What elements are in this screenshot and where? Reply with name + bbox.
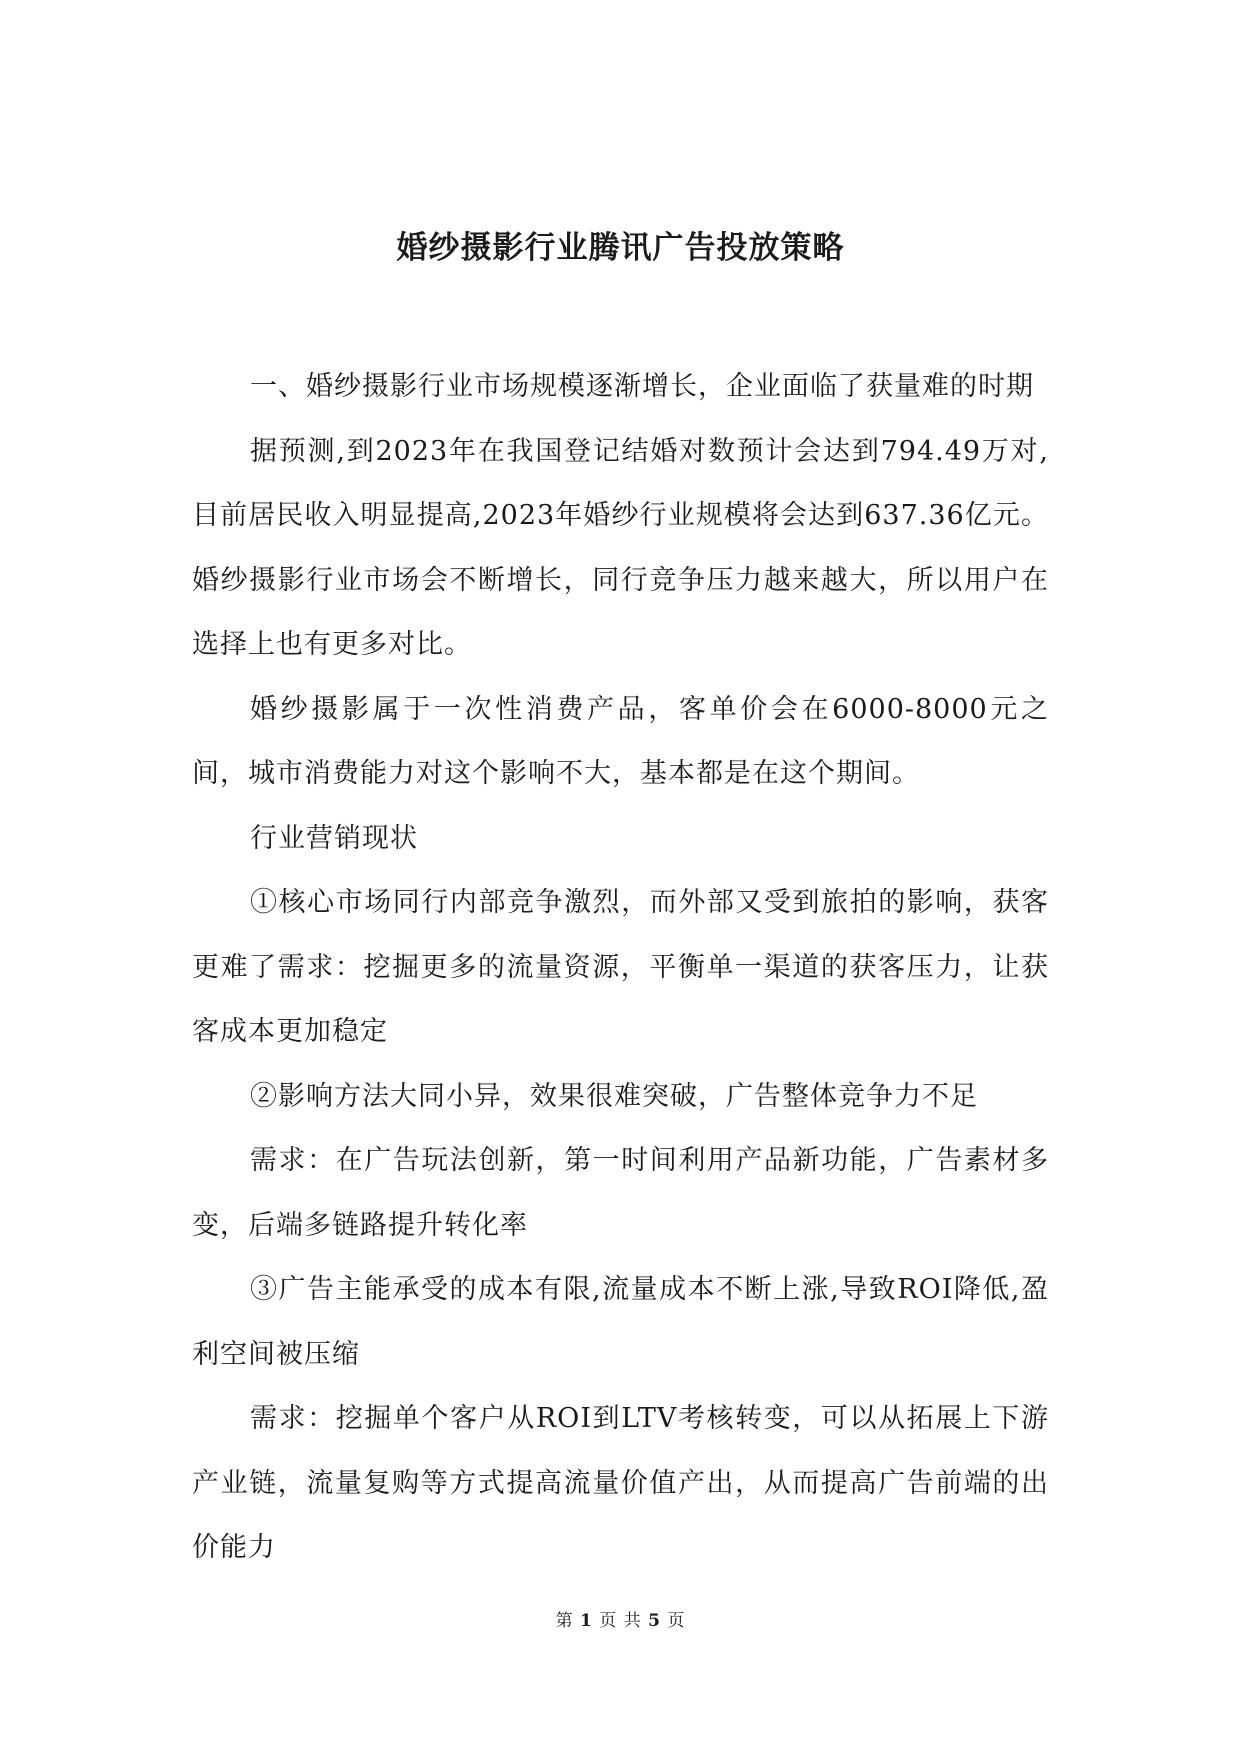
paragraph-section-heading: 一、婚纱摄影行业市场规模逐渐增长，企业面临了获量难的时期 (250, 371, 1034, 402)
footer-suffix: 页 (667, 1611, 686, 1631)
paragraph-point-1: ①核心市场同行内部竞争激烈，而外部又受到旅拍的影响，获客更难了需求：挖掘更多的流量资源，平衡单一渠道的获客压力，让获客成本更加稳定 (192, 887, 1049, 1047)
page-footer (0, 1609, 1241, 1633)
paragraph-marketing-status-heading: 行业营销现状 (250, 822, 418, 854)
paragraph-point-2-need: 需求：在广告玩法创新，第一时间利用产品新功能，广告素材多变，后端多链路提升转化率 (192, 1145, 1049, 1241)
footer-prefix: 第 (555, 1611, 574, 1631)
paragraph-price-range: 婚纱摄影属于一次性消费产品，客单价会在6000-8000元之间，城市消费能力对这个影响不大，基本都是在这个期间。 (192, 693, 1049, 789)
paragraph-point-3: ③广告主能承受的成本有限,流量成本不断上涨,导致ROI降低,盈利空间被压缩 (192, 1274, 1049, 1370)
footer-current-page: 1 (580, 1611, 593, 1631)
footer-total-pages: 5 (648, 1611, 661, 1631)
document-body (192, 355, 1049, 1581)
paragraph-market-forecast: 据预测,到2023年在我国登记结婚对数预计会达到794.49万对,目前居民收入明显提高,2023年婚纱行业规模将会达到637.36亿元。婚纱摄影行业市场会不断增长，同行竞争压力越来越大，所以用户在选择上也有更多对比。 (192, 435, 1049, 660)
paragraph-point-2: ②影响方法大同小异，效果很难突破，广告整体竞争力不足 (250, 1080, 978, 1112)
paragraph-point-3-need: 需求：挖掘单个客户从ROI到LTV考核转变，可以从拓展上下游产业链，流量复购等方式提高流量价值产出，从而提高广告前端的出价能力 (192, 1403, 1049, 1563)
footer-middle: 页 共 (599, 1611, 642, 1631)
document-title: 婚纱摄影行业腾讯广告投放策略 (396, 230, 845, 266)
